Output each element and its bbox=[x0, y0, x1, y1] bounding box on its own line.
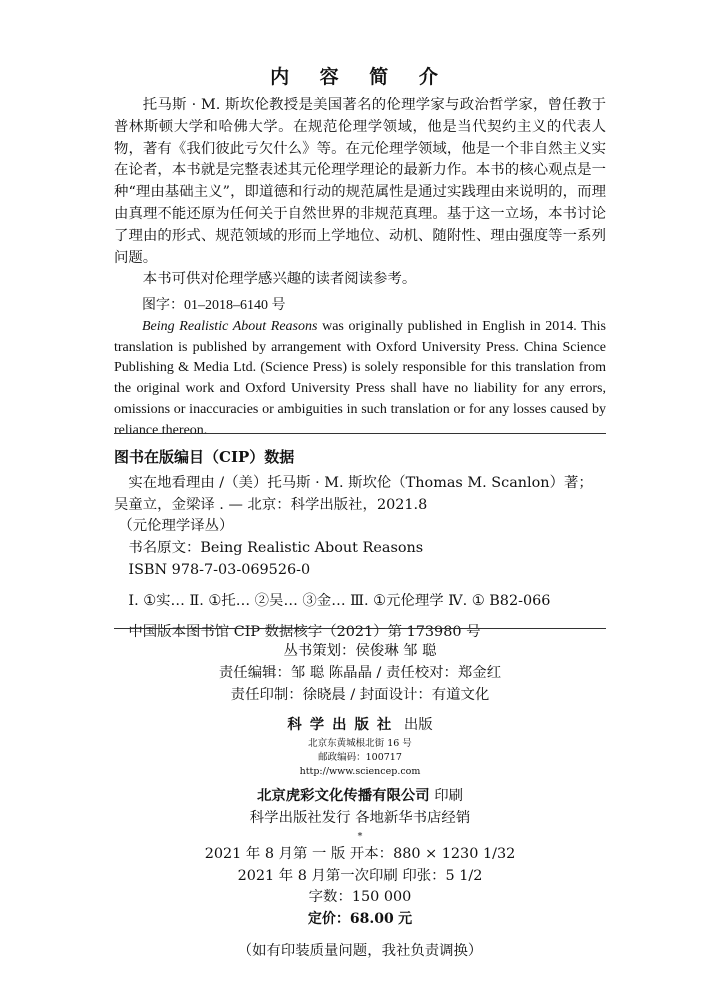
summary-section bbox=[114, 95, 606, 291]
publisher-line bbox=[0, 714, 720, 737]
edition-line: 2021 年 8 月第 一 版 开本：880 × 1230 1/32 bbox=[204, 845, 516, 862]
responsible-printing: 责任印制：徐晓晨 / 封面设计：有道文化 bbox=[230, 686, 490, 703]
publisher-name: 科学出版社 bbox=[287, 716, 400, 734]
divider bbox=[114, 628, 606, 629]
price-label: 定价： bbox=[307, 911, 350, 928]
cip-record: 中国版本图书馆 CIP 数据核字（2021）第 173980 号 bbox=[128, 623, 481, 640]
cip-line: 书名原文：Being Realistic About Reasons bbox=[128, 540, 424, 557]
original-book-title: Being Realistic About Reasons bbox=[142, 318, 318, 334]
price bbox=[0, 909, 720, 931]
summary-paragraph: 本书可供对伦理学感兴趣的读者阅读参考。 bbox=[142, 271, 417, 288]
copyright-statement-text: was originally published in English in 2014. This translation is published by arrangement with Oxford University Press. China Science Publishing & Media Ltd. (Science Press) is solely responsible for this translation from the original work and Oxford University Press shall have no liability for any errors, omissions or inaccuracies or ambiguities in such translation or for any losses caused by reliance thereon. bbox=[114, 318, 607, 438]
cip-classification: Ⅰ. ①实… Ⅱ. ①托… ②吴… ③金… Ⅲ. ①元伦理学 Ⅳ. ① B82-066 bbox=[128, 592, 551, 609]
page-title: 内 容 简 介 bbox=[270, 66, 450, 88]
imprint-section bbox=[0, 641, 720, 963]
price-value: 68.00 bbox=[349, 911, 394, 928]
copyright-section bbox=[114, 296, 606, 442]
printer-name: 北京虎彩文化传播有限公司 bbox=[256, 787, 430, 805]
printer-suffix: 印刷 bbox=[434, 788, 464, 805]
divider bbox=[114, 433, 606, 434]
publisher-address: 北京东黄城根北街 16 号 bbox=[308, 738, 412, 750]
copyright-record-number: 图字：01–2018–6140 号 bbox=[142, 298, 286, 313]
word-count: 字数：150 000 bbox=[308, 889, 412, 906]
separator-star: * bbox=[357, 830, 363, 842]
summary-paragraph: 托马斯 · M. 斯坎伦教授是美国著名的伦理学家与政治哲学家，曾任教于普林斯顿大学和哈佛大学。在规范伦理学领域，他是当代契约主义的代表人物，著有《我们彼此亏欠什么》等。在元伦理学领域，他是一个非自然主义实在论者，本书就是完整表述其元伦理学理论的最新力作。本书的核心观点是一种“理由基础主义”，即道德和行动的规范属性是通过实践理由来说明的，而理由真理不能还原为任何关于自然世界的非规范真理。基于这一立场，本书讨论了理由的形式、规范领域的形而上学地位、动机、随附性、理由强度等一系列问题。 bbox=[114, 97, 606, 266]
series-planning: 丛书策划：侯俊琳 邹 聪 bbox=[283, 643, 437, 659]
cip-line: 吴童立，金梁译 . — 北京：科学出版社，2021.8 bbox=[114, 496, 428, 513]
publisher-suffix: 出版 bbox=[403, 717, 433, 734]
publisher-website: http://www.sciencep.com bbox=[299, 766, 421, 778]
cip-line: （元伦理学译丛） bbox=[118, 518, 234, 535]
publisher-postcode: 邮政编码：100717 bbox=[318, 752, 402, 764]
cip-section bbox=[114, 447, 606, 643]
distribution: 科学出版社发行 各地新华书店经销 bbox=[249, 809, 471, 826]
copyright-statement bbox=[114, 317, 606, 442]
price-unit: 元 bbox=[398, 911, 413, 928]
cip-line: ISBN 978-7-03-069526-0 bbox=[128, 561, 311, 578]
quality-notice: （如有印装质量问题，我社负责调换） bbox=[237, 942, 483, 959]
printing-line: 2021 年 8 月第一次印刷 印张：5 1/2 bbox=[237, 867, 483, 884]
cip-line: 实在地看理由 /（美）托马斯 · M. 斯坎伦（Thomas M. Scanlon）著； bbox=[128, 474, 593, 491]
cip-heading: 图书在版编目（CIP）数据 bbox=[114, 448, 295, 466]
printer-line bbox=[0, 785, 720, 808]
responsible-editors: 责任编辑：邹 聪 陈晶晶 / 责任校对：郑金红 bbox=[218, 664, 502, 681]
